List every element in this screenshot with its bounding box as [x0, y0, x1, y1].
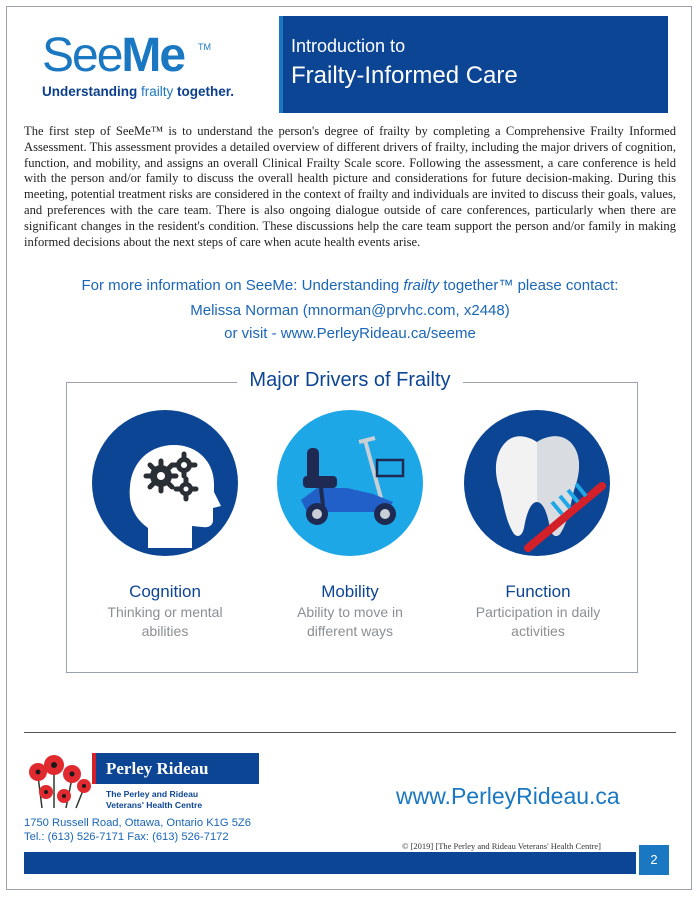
footer-address: 1750 Russell Road, Ottawa, Ontario K1G 5Z6: [24, 817, 251, 829]
head-gears-icon: [92, 410, 238, 556]
driver-mobility-desc: Ability to move in different ways: [297, 604, 403, 639]
logo-see: See: [42, 29, 122, 82]
driver-cognition-name: Cognition: [129, 582, 201, 601]
logo-tagline: Understanding frailty together.: [42, 84, 235, 99]
drivers-title: Major Drivers of Frailty: [0, 369, 700, 392]
driver-cognition-desc: Thinking or mental abilities: [107, 604, 223, 639]
logo-me: Me: [121, 29, 185, 82]
brand-subtitle-line2: Veterans' Health Centre: [106, 800, 203, 810]
tooth-toothbrush-icon: [464, 410, 610, 556]
contact-email-link[interactable]: Melissa Norman (mnorman@prvhc.com, x2448): [190, 302, 510, 319]
driver-function-name: Function: [505, 582, 571, 601]
perley-rideau-wordmark: Perley Rideau: [96, 753, 259, 784]
header-title: Frailty-Informed Care: [291, 62, 518, 89]
poppy-flowers-icon: [24, 752, 92, 810]
footer-website-link[interactable]: www.PerleyRideau.ca: [396, 783, 620, 809]
footer-phone: Tel.: (613) 526-7171 Fax: (613) 526-7172: [24, 831, 229, 843]
driver-function-desc: Participation in daily activities: [475, 604, 601, 639]
header-band: [273, 16, 668, 113]
contact-line1: For more information on SeeMe: Understanding frailty together™ please contact:: [81, 277, 619, 294]
contact-website-link[interactable]: or visit - www.PerleyRideau.ca/seeme: [224, 325, 476, 342]
intro-paragraph: The first step of SeeMe™ is to understand the person's degree of frailty by completing a Comprehensive Frailty Informed Assessment. This assessment provides a detailed overview of different drivers of frailty, including the major drivers of cognition, function, and mobility, and assigns an overall Clinical Frailty Scale score. Following the assessment, a care conference is held with the person and/or family to discuss the overall health picture and considerations for future decision-making. During this meeting, potential treatment risks are considered in the context of frailty and individuals are invited to discuss their goals, values, and preferences with the care team. There is also ongoing dialogue outside of care conferences, particularly when there are significant changes in the resident's condition. These discussions help the care team support the person and/or family in making informed decisions about the next steps of care when acute health events arise.: [24, 124, 676, 249]
header-line1: Introduction to: [291, 36, 406, 56]
seeme-logo: [42, 29, 235, 99]
page-number: 2: [639, 845, 669, 875]
driver-mobility-name: Mobility: [321, 582, 379, 601]
mobility-scooter-icon: [277, 410, 423, 556]
brand-subtitle-line1: The Perley and Rideau: [106, 789, 199, 799]
footer-divider: [24, 732, 676, 733]
copyright-notice: © [2019] [The Perley and Rideau Veterans' Health Centre]: [402, 841, 602, 851]
footer-bar: [24, 852, 636, 874]
logo-trademark: TM: [198, 42, 211, 52]
